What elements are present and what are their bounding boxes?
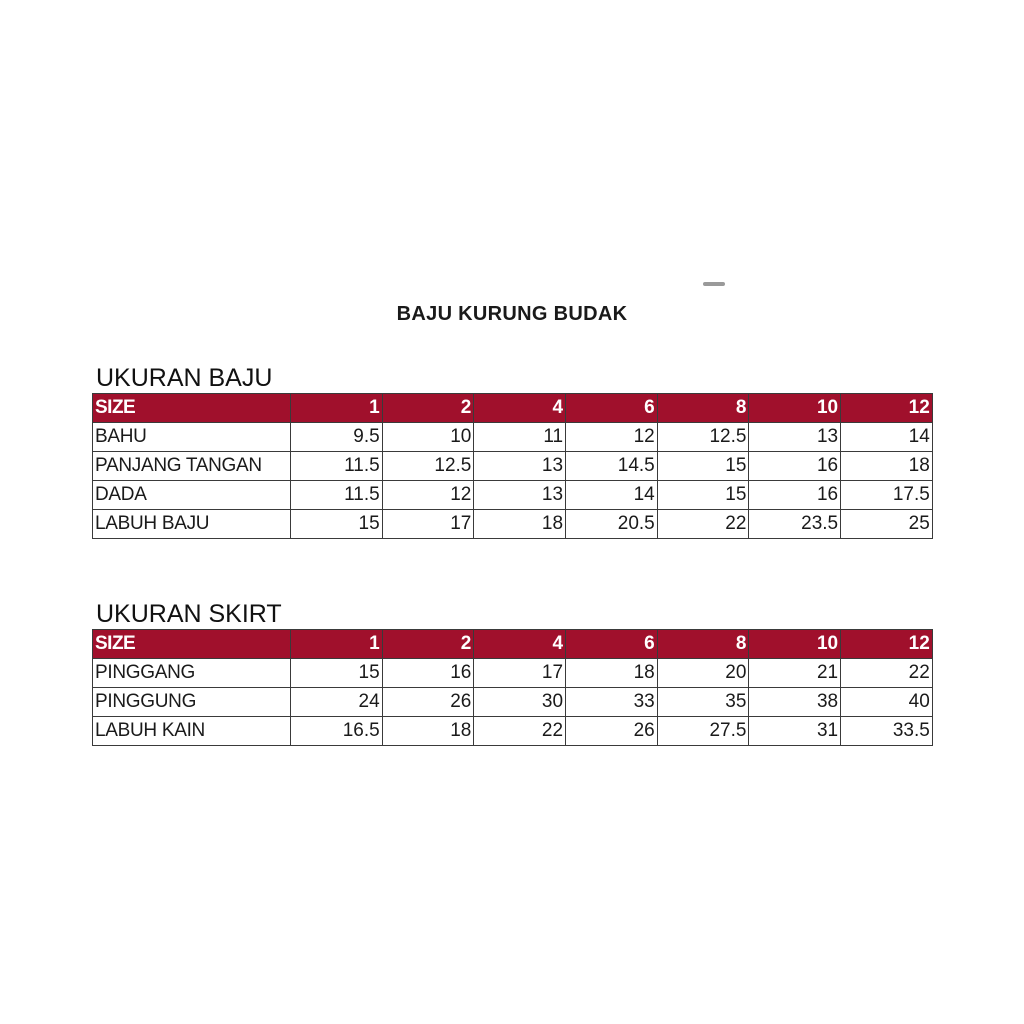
table-cell: 25 — [841, 510, 933, 539]
header-size-value: 10 — [749, 630, 841, 659]
table-cell: 12 — [566, 423, 658, 452]
table-cell: 21 — [749, 659, 841, 688]
table-cell: 40 — [841, 688, 933, 717]
table-cell: 16 — [749, 452, 841, 481]
header-size-value: 12 — [841, 630, 933, 659]
header-size-value: 6 — [566, 630, 658, 659]
table-cell: 11.5 — [291, 452, 383, 481]
row-label: PANJANG TANGAN — [93, 452, 291, 481]
document-title: BAJU KURUNG BUDAK — [396, 303, 628, 325]
table-header-row — [93, 630, 933, 659]
table-cell: 20.5 — [566, 510, 658, 539]
header-size-value: 2 — [382, 630, 474, 659]
table-cell: 26 — [566, 717, 658, 746]
header-size-value: 6 — [566, 394, 658, 423]
row-label: PINGGUNG — [93, 688, 291, 717]
row-label: DADA — [93, 481, 291, 510]
header-size-value: 4 — [474, 630, 566, 659]
table-cell: 22 — [657, 510, 749, 539]
table-cell: 22 — [841, 659, 933, 688]
table-row — [93, 717, 933, 746]
table-row — [93, 688, 933, 717]
row-label: BAHU — [93, 423, 291, 452]
table-cell: 15 — [291, 659, 383, 688]
table-cell: 27.5 — [657, 717, 749, 746]
table-cell: 33 — [566, 688, 658, 717]
table-cell: 13 — [474, 481, 566, 510]
header-size-value: 2 — [382, 394, 474, 423]
table-header-row — [93, 394, 933, 423]
header-size-value: 8 — [657, 394, 749, 423]
header-size-value: 1 — [291, 394, 383, 423]
header-size-value: 10 — [749, 394, 841, 423]
table-cell: 33.5 — [841, 717, 933, 746]
table-cell: 26 — [382, 688, 474, 717]
table-cell: 20 — [657, 659, 749, 688]
skirt-section-heading: UKURAN SKIRT — [96, 600, 282, 628]
header-size-value: 8 — [657, 630, 749, 659]
table-cell: 18 — [841, 452, 933, 481]
table-row — [93, 452, 933, 481]
table-cell: 15 — [657, 452, 749, 481]
table-cell: 22 — [474, 717, 566, 746]
table-row — [93, 481, 933, 510]
row-label: LABUH BAJU — [93, 510, 291, 539]
header-size-value: 12 — [841, 394, 933, 423]
header-size-label: SIZE — [93, 394, 291, 423]
table-cell: 35 — [657, 688, 749, 717]
table-cell: 14 — [566, 481, 658, 510]
header-size-value: 4 — [474, 394, 566, 423]
table-cell: 30 — [474, 688, 566, 717]
table-cell: 16 — [749, 481, 841, 510]
baju-section-heading: UKURAN BAJU — [96, 364, 273, 392]
table-cell: 18 — [474, 510, 566, 539]
table-cell: 9.5 — [291, 423, 383, 452]
header-size-value: 1 — [291, 630, 383, 659]
row-label: LABUH KAIN — [93, 717, 291, 746]
table-cell: 17 — [382, 510, 474, 539]
header-size-label: SIZE — [93, 630, 291, 659]
table-cell: 15 — [657, 481, 749, 510]
table-cell: 14.5 — [566, 452, 658, 481]
table-row — [93, 659, 933, 688]
table-cell: 24 — [291, 688, 383, 717]
table-cell: 38 — [749, 688, 841, 717]
table-row — [93, 423, 933, 452]
table-cell: 18 — [566, 659, 658, 688]
table-cell: 13 — [749, 423, 841, 452]
table-cell: 23.5 — [749, 510, 841, 539]
table-cell: 15 — [291, 510, 383, 539]
table-cell: 14 — [841, 423, 933, 452]
table-cell: 17 — [474, 659, 566, 688]
table-cell: 11 — [474, 423, 566, 452]
row-label: PINGGANG — [93, 659, 291, 688]
table-cell: 11.5 — [291, 481, 383, 510]
table-cell: 12.5 — [657, 423, 749, 452]
skirt-size-table — [92, 629, 933, 746]
table-cell: 12 — [382, 481, 474, 510]
table-cell: 16 — [382, 659, 474, 688]
table-row — [93, 510, 933, 539]
stray-mark — [703, 282, 725, 286]
table-cell: 17.5 — [841, 481, 933, 510]
table-cell: 12.5 — [382, 452, 474, 481]
baju-size-table — [92, 393, 933, 539]
table-cell: 13 — [474, 452, 566, 481]
table-cell: 16.5 — [291, 717, 383, 746]
table-cell: 31 — [749, 717, 841, 746]
table-cell: 10 — [382, 423, 474, 452]
table-cell: 18 — [382, 717, 474, 746]
